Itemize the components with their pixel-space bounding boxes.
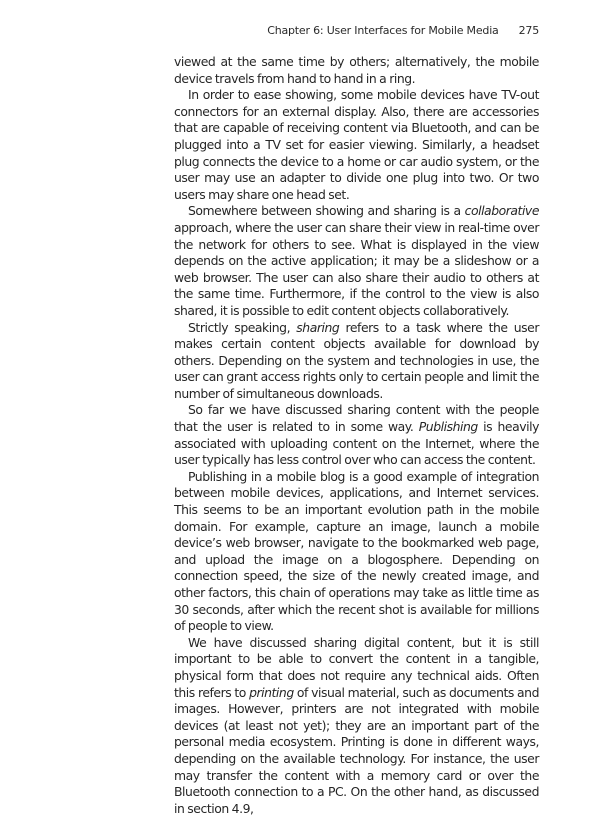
paragraph [174,203,539,319]
paragraph [174,320,539,403]
page-number: 275 [518,24,539,37]
text-run: So far we have discussed sharing content with the people that the user is related to in some way. [174,402,539,435]
body-text [174,54,539,817]
italic-term: sharing [296,319,340,335]
paragraph [174,635,539,817]
text-run: of visual material, such as documents and images. However, printers are not integrated with mobile devices (at least not yet); they are an important part of the personal media ecosystem. Printing is done in different ways, depending on the available technology. For instance, the user may transfer the content with a memory card or over the Bluetooth connection to a PC. On the other hand, as discussed in section 4.9, [174,684,540,816]
text-run: is heavily associated with uploading content on the Internet, where the user typically has less control over who can access the content. [174,419,539,468]
text-run: Strictly speaking, [188,319,297,335]
italic-term: Publishing [418,419,478,435]
italic-term: printing [249,684,294,700]
text-run: viewed at the same time by others; alternatively, the mobile device travels from hand to hand in a ring. [174,54,539,86]
chapter-title: Chapter 6: User Interfaces for Mobile Media [267,24,499,37]
text-run: approach, where the user can share their view in real-time over the network for others to see. What is displayed in the view depends on the active application; it may be a slideshow or a web browser. The user can also share their audio to others at the same time. Furthermore, if the control to the view is also shared, it is possible to edit content objects collaboratively. [174,219,539,318]
text-run: Publishing in a mobile blog is a good example of integration between mobile devices, applications, and Internet services. This seems to be an important evolution path in the mobile domain. For example, capture an image, launch a mobile device’s web browser, navigate to the bookmarked web page, and upload the image on a blogosphere. Depending on connection speed, the size of the newly created image, and other factors, this chain of operations may take as little time as 30 seconds, after which the recent shot is available for millions of people to view. [174,468,539,634]
paragraph [174,87,539,203]
italic-term: collaborative [464,203,539,219]
text-run: In order to ease showing, some mobile devices have TV-out connectors for an external display. Also, there are accessories that are capable of receiving content via Bluetooth, and can be plugged into a TV set for easier viewing. Similarly, a headset plug connects the device to a home or car audio system, or the user may use an adapter to divide one plug into two. Or two users may share one head set. [174,87,539,202]
paragraph [174,402,539,468]
paragraph [174,54,539,87]
text-run: refers to a task where the user makes certain content objects available for download by others. Depending on the system and technologies in use, the user can grant access rights only to certain people and limit the number of simultaneous downloads. [174,319,539,401]
running-header [172,24,539,37]
text-run: We have discussed sharing digital content, but it is still important to be able to convert the content in a tangible, physical form that does not require any technical aids. Often this refers to [174,634,539,700]
paragraph [174,469,539,635]
text-run: Somewhere between showing and sharing is a [188,203,465,219]
